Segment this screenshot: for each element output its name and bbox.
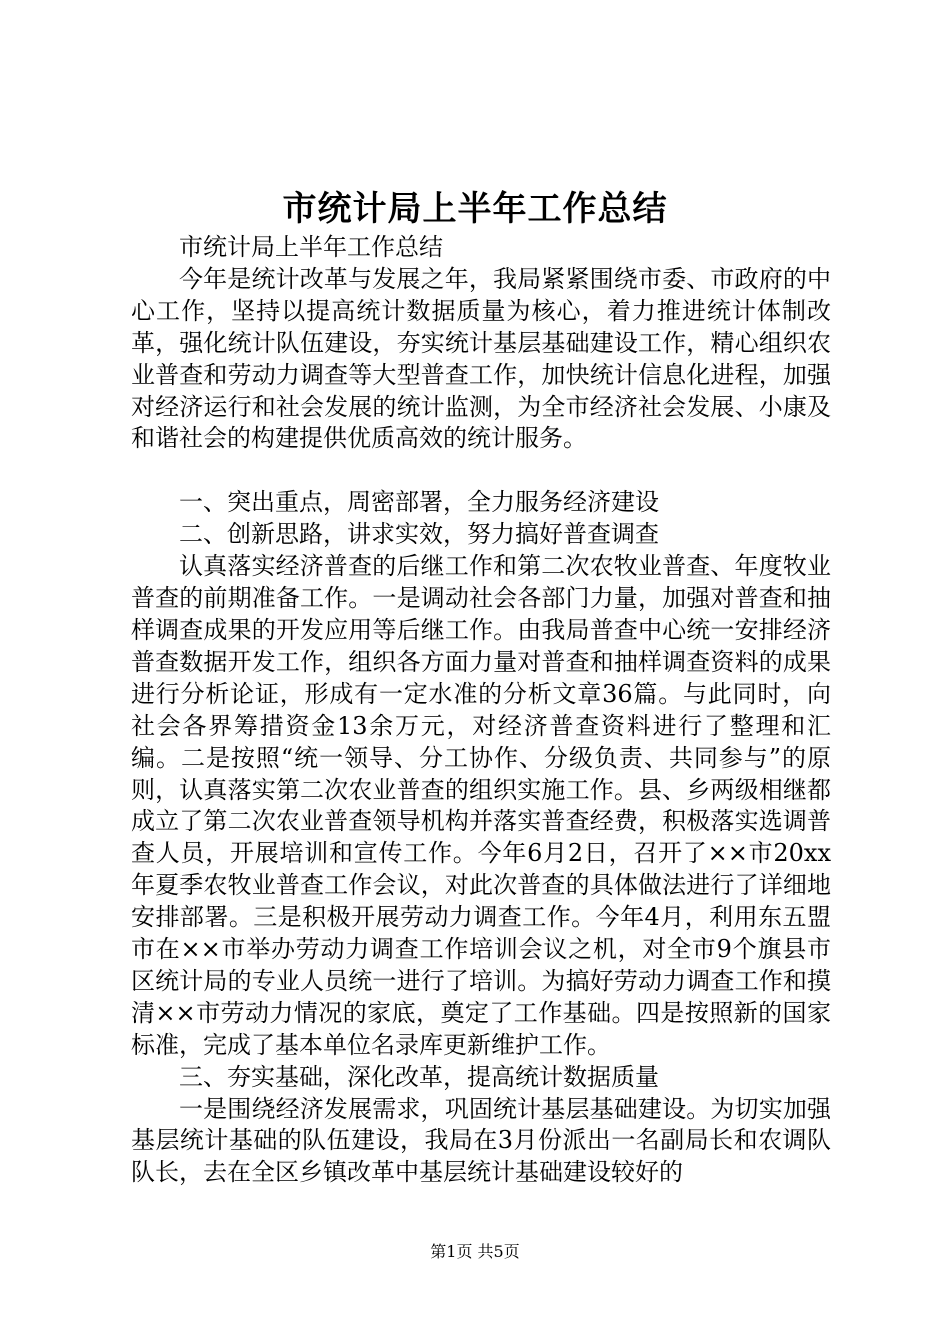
section-3-paragraph: 一是围绕经济发展需求，巩固统计基层基础建设。为切实加强基层统计基础的队伍建设，我局在3月份派出一名副局长和农调队队长，去在全区乡镇改革中基层统计基础建设较好的 <box>131 1094 831 1187</box>
paragraph-spacer <box>131 455 831 487</box>
document-body <box>131 232 831 1189</box>
section-heading-2: 二、创新思路，讲求实效，努力搞好普查调查 <box>179 520 659 549</box>
section-heading-3: 三、夯实基础，深化改革，提高统计数据质量 <box>179 1062 659 1091</box>
document-title: 市统计局上半年工作总结 <box>282 189 668 229</box>
section-2-paragraph: 认真落实经济普查的后继工作和第二次农牧业普查、年度牧业普查的前期准备工作。一是调动社会各部门力量，加强对普查和抽样调查成果的开发应用等后继工作。由我局普查中心统一安排经济普查数据开发工作，组织各方面力量对普查和抽样调查资料的成果进行分析论证，形成有一定水准的分析文章36篇。与此同时，向社会各界筹措资金13余万元，对经济普查资料进行了整理和汇编。二是按照“统一领导、分工协作、分级负责、共同参与”的原则，认真落实第二次农业普查的组织实施工作。县、乡两级相继都成立了第二次农业普查领导机构并落实普查经费，积极落实选调普查人员，开展培训和宣传工作。今年6月2日，召开了××市20xx年夏季农牧业普查工作会议，对此次普查的具体做法进行了详细地安排部署。三是积极开展劳动力调查工作。今年4月，利用东五盟市在××市举办劳动力调查工作培训会议之机，对全市9个旗县市区统计局的专业人员统一进行了培训。为搞好劳动力调查工作和摸清××市劳动力情况的家底，奠定了工作基础。四是按照新的国家标准，完成了基本单位名录库更新维护工作。 <box>131 552 831 1059</box>
body-heading-paragraph: 市统计局上半年工作总结 <box>179 233 443 261</box>
page-footer: 第1页 共5页 <box>430 1242 520 1261</box>
section-heading-1: 一、突出重点，周密部署，全力服务经济建设 <box>179 488 659 517</box>
intro-paragraph: 今年是统计改革与发展之年，我局紧紧围绕市委、市政府的中心工作，坚持以提高统计数据质量为核心，着力推进统计体制改革，强化统计队伍建设，夯实统计基层基础建设工作，精心组织农业普查和劳动力调查等大型普查工作，加快统计信息化进程，加强对经济运行和社会发展的统计监测，为全市经济社会发展、小康及和谐社会的构建提供优质高效的统计服务。 <box>131 264 831 453</box>
